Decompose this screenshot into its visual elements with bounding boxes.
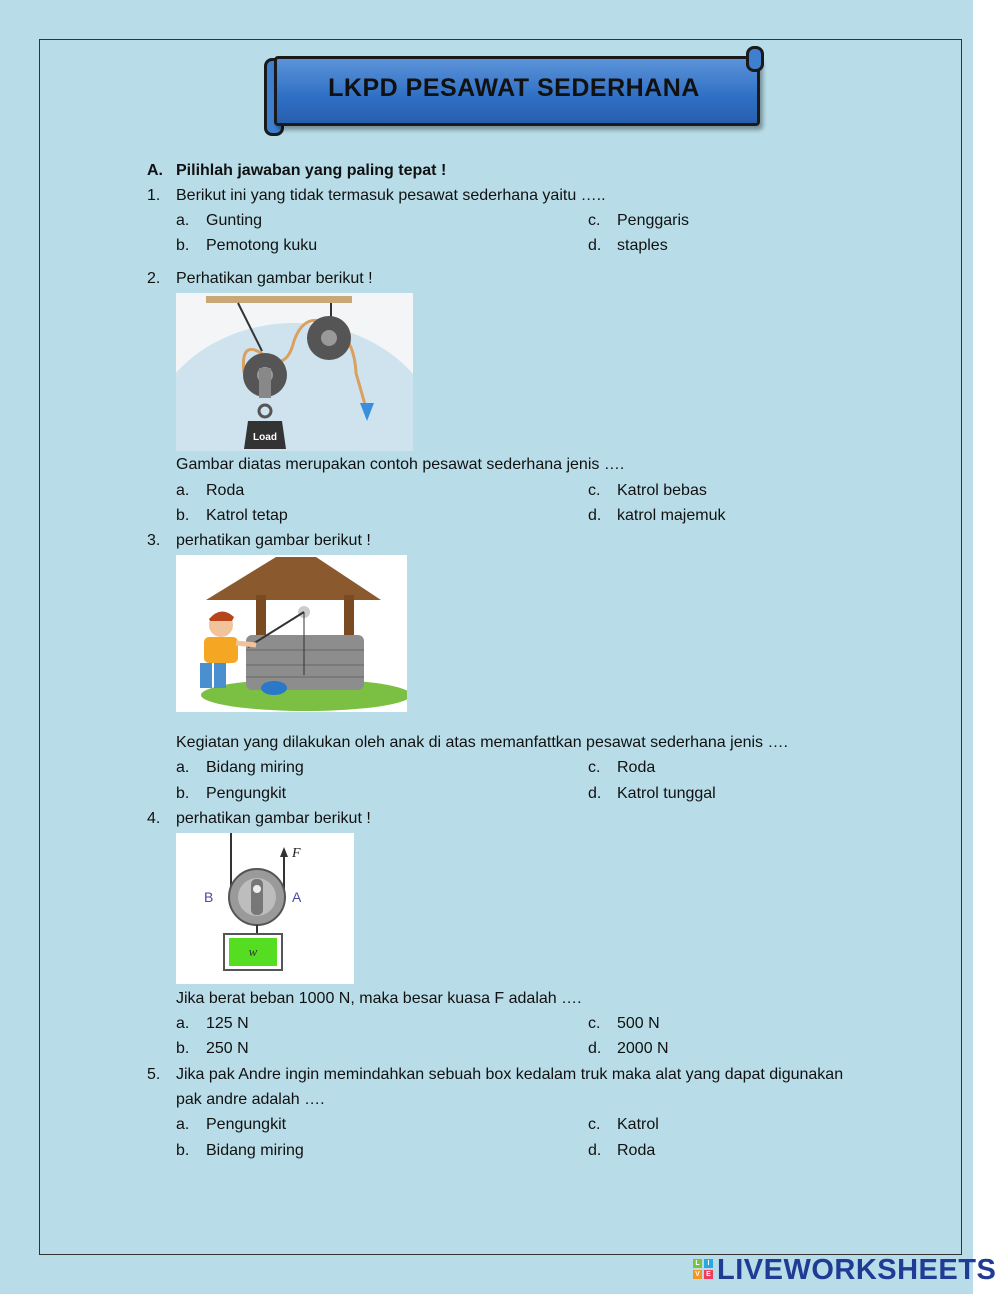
option-letter: b. (176, 785, 190, 802)
logo-square-v: V (693, 1270, 702, 1279)
compound-pulley-image (176, 293, 413, 451)
option-letter: b. (176, 237, 190, 254)
option-text: Roda (617, 759, 656, 776)
option-letter: a. (176, 1116, 190, 1133)
question-followup: Gambar diatas merupakan contoh pesawat sederhana jenis …. (176, 456, 625, 473)
brand-name: LIVEWORKSHEETS (717, 1254, 997, 1286)
option-letter: a. (176, 212, 190, 229)
option-letter: a. (176, 1015, 190, 1032)
option-letter: d. (588, 785, 602, 802)
option-text: Bidang miring (206, 759, 304, 776)
option-letter: d. (588, 237, 602, 254)
option-text: 125 N (206, 1015, 249, 1032)
option-letter: c. (588, 759, 601, 776)
option-letter: d. (588, 1142, 602, 1159)
pulley-force-diagram (176, 833, 354, 984)
option-text: Pengungkit (206, 785, 287, 802)
logo-square-e: E (704, 1270, 713, 1279)
page-title: LKPD PESAWAT SEDERHANA (328, 74, 700, 102)
question-text: Perhatikan gambar berikut ! (176, 270, 373, 287)
option-letter: d. (588, 1040, 602, 1057)
question-number: 4. (147, 810, 161, 827)
option-text: Katrol tetap (206, 507, 288, 524)
option-letter: a. (176, 759, 190, 776)
option-text: staples (617, 237, 668, 254)
option-letter: b. (176, 1142, 190, 1159)
section-letter: A. (147, 162, 163, 179)
section-instruction: Pilihlah jawaban yang paling tepat ! (176, 162, 447, 179)
question-text: perhatikan gambar berikut ! (176, 532, 371, 549)
title-banner (262, 46, 762, 136)
logo-square-l: L (693, 1259, 702, 1268)
option-text: Bidang miring (206, 1142, 304, 1159)
option-text: Roda (206, 482, 245, 499)
option-letter: a. (176, 482, 190, 499)
option-text: 2000 N (617, 1040, 669, 1057)
logo-square-i: I (704, 1259, 713, 1268)
option-letter: c. (588, 1015, 601, 1032)
option-letter: b. (176, 1040, 190, 1057)
force-label-f: F (292, 846, 301, 861)
option-letter: d. (588, 507, 602, 524)
option-text: Roda (617, 1142, 656, 1159)
question-number: 1. (147, 187, 161, 204)
point-label-b: B (204, 889, 214, 905)
option-text: Gunting (206, 212, 263, 229)
option-letter: c. (588, 1116, 601, 1133)
question-number: 3. (147, 532, 161, 549)
option-text: Katrol tunggal (617, 785, 716, 802)
question-text-cont: pak andre adalah …. (176, 1091, 325, 1108)
question-number: 2. (147, 270, 161, 287)
question-followup: Jika berat beban 1000 N, maka besar kuasa F adalah …. (176, 990, 582, 1007)
option-text: Pemotong kuku (206, 237, 318, 254)
option-text: katrol majemuk (617, 507, 726, 524)
weight-label-w: w (248, 944, 258, 959)
option-text: Penggaris (617, 212, 690, 229)
question-number: 5. (147, 1066, 161, 1083)
question-text: Berikut ini yang tidak termasuk pesawat sederhana yaitu ….. (176, 187, 606, 204)
option-text: Katrol (617, 1116, 659, 1133)
option-text: 250 N (206, 1040, 249, 1057)
compound-pulley-illustration (176, 293, 413, 451)
option-letter: b. (176, 507, 190, 524)
question-followup: Kegiatan yang dilakukan oleh anak di atas memanfattkan pesawat sederhana jenis …. (176, 734, 788, 751)
option-letter: c. (588, 482, 601, 499)
point-label-a: A (292, 889, 302, 905)
option-text: Katrol bebas (617, 482, 707, 499)
option-letter: c. (588, 212, 601, 229)
well-illustration (176, 555, 407, 712)
question-text: perhatikan gambar berikut ! (176, 810, 371, 827)
option-text: Pengungkit (206, 1116, 287, 1133)
right-margin-strip (973, 0, 1000, 1294)
question-text: Jika pak Andre ingin memindahkan sebuah box kedalam truk maka alat yang dapat digunakan (176, 1066, 844, 1083)
single-pulley-image (176, 833, 354, 984)
well-pulley-image (176, 555, 407, 712)
load-label: Load (253, 432, 277, 443)
option-text: 500 N (617, 1015, 660, 1032)
